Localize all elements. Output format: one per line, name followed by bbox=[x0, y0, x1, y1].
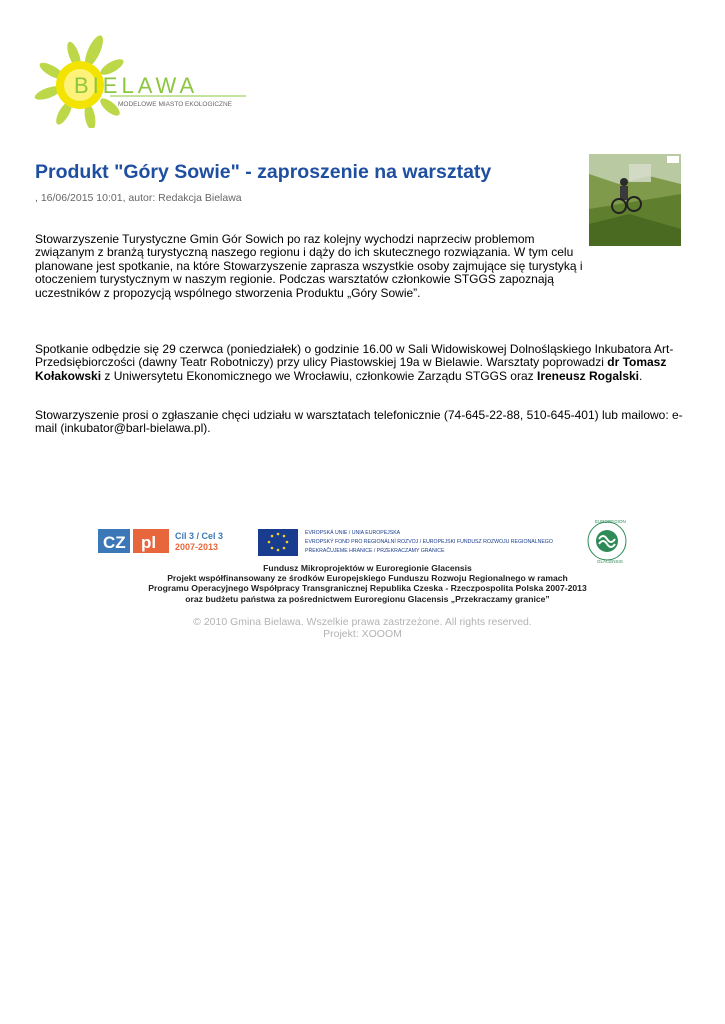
article-paragraph-1: Stowarzyszenie Turystyczne Gmin Gór Sowich po raz kolejny wychodzi naprzeciw problemom związanym z branżą turystyczną naszego regionu i dąży do ich skutecznego rozwiązania. W tym celu planowane jest spotkanie, na które Stowarzyszenie zaprasza wszystkie osoby zajmujące się turystyką i otoczeniem turystycznym w naszym regionie. Podczas warsztatów członkowie STGGS zapoznają uczestników z propozycją wspólnego stworzenia Produktu „Góry Sowie”. bbox=[35, 232, 583, 300]
fund-line: Programu Operacyjnego Współpracy Transgranicznej Republika Czeska - Rzeczpospolita Polska 2007-2013 bbox=[148, 583, 587, 594]
czpl-cz-text: CZ bbox=[103, 533, 126, 552]
bielawa-logo[interactable] bbox=[28, 33, 250, 128]
euroregion-bottom-text: GLACENSIS bbox=[597, 559, 623, 564]
euroregion-glacensis-logo bbox=[588, 519, 626, 564]
eu-line-1: EVROPSKÁ UNIE / UNIA EUROPEJSKA bbox=[305, 530, 401, 536]
eu-flag-icon bbox=[258, 529, 298, 556]
p2-text-a: Spotkanie odbędzie się 29 czerwca (poniedziałek) o godzinie 16.00 w Sali Widowiskowej Dolnośląskiego Inkubatora Art-Przedsiębiorczości (dawny Teatr Robotniczy) przy ulicy Piastowskiej 19a w Bielawie. Warsztaty poprowadzi bbox=[35, 342, 674, 370]
p2-text-e: . bbox=[639, 368, 643, 383]
euroregion-top-text: EUROREGION bbox=[595, 519, 626, 524]
copyright-block bbox=[0, 616, 725, 640]
eu-line-3: PŘEKRAČUJEME HRANICE / PRZEKRACZAMY GRANICE bbox=[305, 548, 445, 554]
article-paragraph-2 bbox=[35, 343, 675, 383]
article-meta: , 16/06/2015 10:01, autor: Redakcja Bielawa bbox=[35, 192, 242, 204]
funding-note bbox=[110, 563, 625, 604]
article-photo[interactable] bbox=[589, 154, 681, 246]
czpl-pl-text: pl bbox=[141, 533, 157, 552]
eu-line-2: EVROPSKÝ FOND PRO REGIONÁLNÍ ROZVOJ / EUROPEJSKI FUNDUSZ ROZWOJU REGIONALNEGO bbox=[305, 539, 553, 545]
copyright-text: © 2010 Gmina Bielawa. Wszelkie prawa zastrzeżone. All rights reserved. bbox=[193, 616, 532, 628]
project-credit[interactable]: Projekt: XOOOM bbox=[323, 628, 402, 640]
fund-line: oraz budżetu państwa za pośrednictwem Euroregionu Glacensis „Przekraczamy granice” bbox=[185, 593, 550, 604]
czpl-logo bbox=[98, 529, 223, 553]
fund-line: Projekt współfinansowany ze środków Europejskiego Funduszu Rozwoju Regionalnego w ramach bbox=[167, 573, 568, 584]
sponsor-logos bbox=[95, 517, 635, 565]
czpl-years-text: 2007-2013 bbox=[175, 542, 219, 552]
fund-line: Fundusz Mikroprojektów w Euroregionie Glacensis bbox=[263, 563, 472, 573]
article-paragraph-3: Stowarzyszenie prosi o zgłaszanie chęci udziału w warsztatach telefonicznie (74-645-22-88, 510-645-401) lub mailowo: e-mail (inkubator@barl-bielawa.pl). bbox=[35, 408, 683, 436]
p2-guest-name: Ireneusz Rogalski bbox=[536, 368, 640, 383]
p2-text-c: z Uniwersytetu Ekonomicznego we Wrocławiu, członkowie Zarządu STGGS oraz bbox=[101, 368, 537, 383]
tagline-text: MODELOWE MIASTO EKOLOGICZNE bbox=[118, 101, 233, 108]
article-title: Produkt "Góry Sowie" - zaproszenie na warsztaty bbox=[35, 161, 492, 183]
czpl-goal-text: Cíl 3 / Cel 3 bbox=[175, 531, 224, 541]
p2-speaker-name: dr Tomasz Kołakowski bbox=[35, 355, 667, 383]
brand-text: BIELAWA bbox=[74, 73, 199, 98]
